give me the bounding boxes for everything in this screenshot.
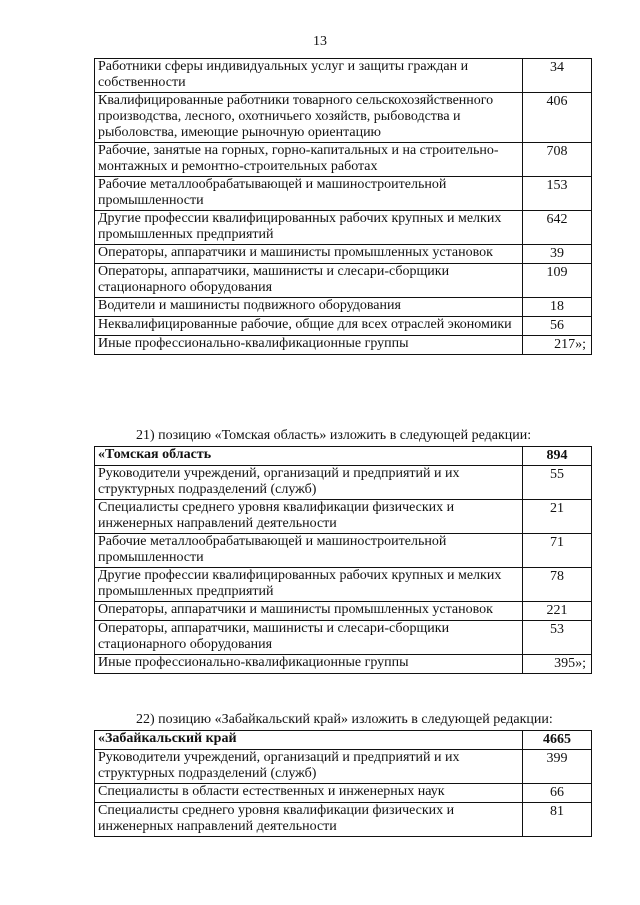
row-label: Операторы, аппаратчики и машинисты промышленных установок: [95, 602, 523, 621]
row-label: Рабочие металлообрабатывающей и машиностроительной промышленности: [95, 177, 523, 211]
table-row: [95, 602, 592, 621]
region-total: 4665: [523, 731, 592, 750]
row-value: 217»;: [523, 336, 592, 355]
row-label: Иные профессионально-квалификационные группы: [95, 336, 523, 355]
region-name: «Томская область: [95, 447, 523, 466]
section-22-intro: 22) позицию «Забайкальский край» изложить в следующей редакции:: [136, 712, 553, 727]
table-header-row: [95, 731, 592, 750]
row-label: Руководители учреждений, организаций и предприятий и их структурных подразделений (служб): [95, 750, 523, 784]
table-row: [95, 298, 592, 317]
row-value: 66: [523, 784, 592, 803]
row-label: Рабочие металлообрабатывающей и машиностроительной промышленности: [95, 534, 523, 568]
row-value: 71: [523, 534, 592, 568]
region-total: 894: [523, 447, 592, 466]
row-value: 406: [523, 93, 592, 143]
table-row: [95, 211, 592, 245]
row-value: 21: [523, 500, 592, 534]
row-value: 34: [523, 59, 592, 93]
row-value: 55: [523, 466, 592, 500]
table-row: [95, 803, 592, 837]
table-row: [95, 500, 592, 534]
table-row: [95, 336, 592, 355]
table-row: [95, 750, 592, 784]
row-label: Операторы, аппаратчики, машинисты и слесари-сборщики стационарного оборудования: [95, 264, 523, 298]
row-label: Иные профессионально-квалификационные группы: [95, 655, 523, 674]
row-label: Руководители учреждений, организаций и предприятий и их структурных подразделений (служб): [95, 466, 523, 500]
row-value: 18: [523, 298, 592, 317]
row-value: 56: [523, 317, 592, 336]
row-label: Специалисты среднего уровня квалификации физических и инженерных направлений деятельности: [95, 500, 523, 534]
row-value: 399: [523, 750, 592, 784]
table-row: [95, 568, 592, 602]
row-value: 53: [523, 621, 592, 655]
row-label: Работники сферы индивидуальных услуг и защиты граждан и собственности: [95, 59, 523, 93]
table-row: [95, 534, 592, 568]
table-row: [95, 177, 592, 211]
table-row: [95, 93, 592, 143]
row-label: Другие профессии квалифицированных рабочих крупных и мелких промышленных предприятий: [95, 211, 523, 245]
tomsk-region-table: [94, 446, 592, 674]
row-value: 642: [523, 211, 592, 245]
row-label: Операторы, аппаратчики, машинисты и слесари-сборщики стационарного оборудования: [95, 621, 523, 655]
row-value: 153: [523, 177, 592, 211]
section-21-intro: 21) позицию «Томская область» изложить в следующей редакции:: [136, 428, 532, 443]
occupation-table-continued: [94, 58, 592, 355]
row-label: Специалисты среднего уровня квалификации физических и инженерных направлений деятельности: [95, 803, 523, 837]
row-value: 221: [523, 602, 592, 621]
table-row: [95, 59, 592, 93]
row-label: Специалисты в области естественных и инженерных наук: [95, 784, 523, 803]
row-label: Неквалифицированные рабочие, общие для всех отраслей экономики: [95, 317, 523, 336]
row-label: Другие профессии квалифицированных рабочих крупных и мелких промышленных предприятий: [95, 568, 523, 602]
table-row: [95, 784, 592, 803]
table-row: [95, 621, 592, 655]
row-label: Квалифицированные работники товарного сельскохозяйственного производства, лесного, охотничьего хозяйств, рыбоводства и рыболовства, имеющие рыночную ориентацию: [95, 93, 523, 143]
region-name: «Забайкальский край: [95, 731, 523, 750]
table-row: [95, 264, 592, 298]
table-row: [95, 143, 592, 177]
page-number: 13: [313, 34, 327, 49]
table-row: [95, 317, 592, 336]
table-row: [95, 245, 592, 264]
row-value: 39: [523, 245, 592, 264]
row-label: Операторы, аппаратчики и машинисты промышленных установок: [95, 245, 523, 264]
row-value: 78: [523, 568, 592, 602]
table-row: [95, 466, 592, 500]
row-value: 708: [523, 143, 592, 177]
row-label: Водители и машинисты подвижного оборудования: [95, 298, 523, 317]
row-value: 81: [523, 803, 592, 837]
zabaikalsky-region-table: [94, 730, 592, 837]
table-header-row: [95, 447, 592, 466]
row-value: 395»;: [523, 655, 592, 674]
row-value: 109: [523, 264, 592, 298]
row-label: Рабочие, занятые на горных, горно-капитальных и на строительно-монтажных и ремонтно-строительных работах: [95, 143, 523, 177]
table-row: [95, 655, 592, 674]
